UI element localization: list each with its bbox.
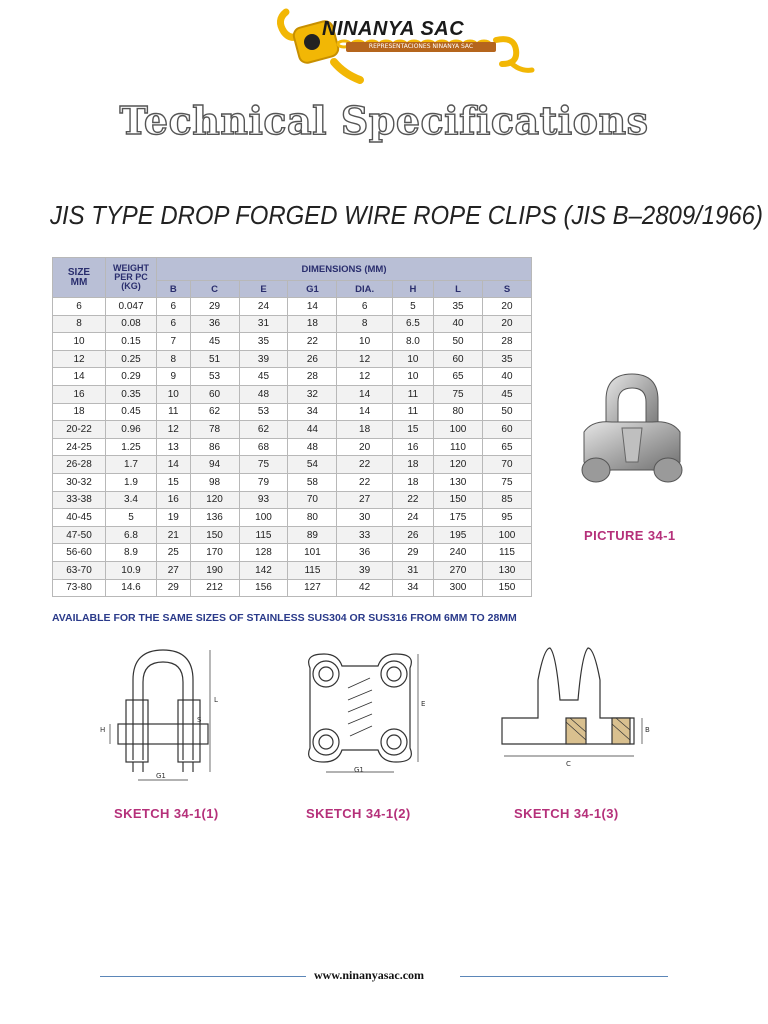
column-header: L [434,281,483,298]
table-row [53,509,532,527]
logo-subtitle: REPRESENTACIONES NINANYA SAC [346,42,496,52]
dimension-cell: 79 [239,473,288,491]
dimension-cell: 16 [157,491,191,509]
dimension-cell: 39 [337,561,392,579]
dimension-cell: 270 [434,561,483,579]
dimension-cell: 45 [190,333,239,351]
column-header: G1 [288,281,337,298]
spec-table [52,257,532,597]
dimension-cell: 127 [288,579,337,597]
dimension-cell: 14 [288,298,337,316]
dimension-cell: 54 [288,456,337,474]
weight-cell: 1.7 [106,456,157,474]
dimension-cell: 53 [239,403,288,421]
dim-label-g1: G1 [156,772,166,780]
weight-cell: 8.9 [106,544,157,562]
table-row [53,579,532,597]
table-row [53,544,532,562]
dimension-cell: 39 [239,350,288,368]
dimension-cell: 78 [190,421,239,439]
dimension-cell: 98 [190,473,239,491]
dimension-cell: 6 [157,315,191,333]
dimension-cell: 110 [434,438,483,456]
weight-cell: 6.8 [106,526,157,544]
weight-cell: 14.6 [106,579,157,597]
dimension-cell: 130 [434,473,483,491]
dimension-cell: 12 [337,368,392,386]
table-header-row [53,258,532,281]
dimension-cell: 136 [190,509,239,527]
footer-rule-left [100,976,306,977]
table-row [53,368,532,386]
dimension-cell: 100 [434,421,483,439]
dimensions-header: DIMENSIONS (MM) [157,258,532,281]
size-cell: 18 [53,403,106,421]
dimension-cell: 68 [239,438,288,456]
size-cell: 24-25 [53,438,106,456]
dimension-cell: 31 [392,561,433,579]
wire-rope-clip-photo [572,370,692,500]
dimension-cell: 10 [392,368,433,386]
dimension-cell: 35 [434,298,483,316]
size-cell: 10 [53,333,106,351]
weight-cell: 0.15 [106,333,157,351]
dimension-cell: 11 [392,403,433,421]
dimension-cell: 34 [288,403,337,421]
dimension-cell: 27 [157,561,191,579]
dimension-cell: 170 [190,544,239,562]
dimension-cell: 12 [337,350,392,368]
dim-label-c: C [566,760,571,768]
dimension-cell: 86 [190,438,239,456]
dimension-cell: 212 [190,579,239,597]
dimension-cell: 33 [337,526,392,544]
dimension-cell: 20 [482,298,531,316]
dimension-cell: 19 [157,509,191,527]
dimension-cell: 32 [288,385,337,403]
weight-header: WEIGHT PER PC (KG) [106,258,157,298]
dimension-cell: 29 [190,298,239,316]
dimension-cell: 70 [482,456,531,474]
dimension-cell: 5 [392,298,433,316]
column-header: DIA. [337,281,392,298]
table-row [53,491,532,509]
table-row [53,438,532,456]
weight-cell: 0.96 [106,421,157,439]
table-row [53,526,532,544]
dimension-cell: 40 [434,315,483,333]
weight-cell: 1.9 [106,473,157,491]
table-row [53,403,532,421]
dimension-cell: 115 [288,561,337,579]
dimension-cell: 100 [239,509,288,527]
dimension-cell: 20 [337,438,392,456]
dimension-cell: 40 [482,368,531,386]
weight-cell: 0.29 [106,368,157,386]
sketch-3-caption: SKETCH 34-1(3) [514,806,619,821]
column-header: C [190,281,239,298]
dimension-cell: 14 [157,456,191,474]
availability-note: AVAILABLE FOR THE SAME SIZES OF STAINLESS SUS304 OR SUS316 FROM 6MM TO 28MM [52,612,517,624]
dim-label-h: H [100,726,106,734]
dimension-cell: 26 [288,350,337,368]
weight-cell: 0.08 [106,315,157,333]
dimension-cell: 22 [337,473,392,491]
size-cell: 12 [53,350,106,368]
picture-caption: PICTURE 34-1 [584,528,676,543]
dimension-cell: 89 [288,526,337,544]
column-header: H [392,281,433,298]
dimension-cell: 80 [288,509,337,527]
dim-label-b: B [645,726,650,734]
sketch-2-caption: SKETCH 34-1(2) [306,806,411,821]
size-header: SIZE MM [53,258,106,298]
column-header: E [239,281,288,298]
table-row [53,298,532,316]
dimension-cell: 95 [482,509,531,527]
dimension-cell: 6.5 [392,315,433,333]
dimension-cell: 115 [239,526,288,544]
dimension-cell: 70 [288,491,337,509]
dimension-cell: 150 [434,491,483,509]
dimension-cell: 11 [392,385,433,403]
size-cell: 73-80 [53,579,106,597]
dimension-cell: 75 [482,473,531,491]
dimension-cell: 75 [434,385,483,403]
size-cell: 40-45 [53,509,106,527]
dimension-cell: 22 [288,333,337,351]
dimension-cell: 26 [392,526,433,544]
dimension-cell: 29 [392,544,433,562]
dimension-cell: 14 [337,385,392,403]
dimension-cell: 18 [392,456,433,474]
size-cell: 26-28 [53,456,106,474]
dimension-cell: 115 [482,544,531,562]
dimension-cell: 24 [392,509,433,527]
size-cell: 20-22 [53,421,106,439]
dimension-cell: 12 [157,421,191,439]
dimension-cell: 15 [157,473,191,491]
weight-cell: 0.25 [106,350,157,368]
table-row [53,561,532,579]
dimension-cell: 130 [482,561,531,579]
size-cell: 14 [53,368,106,386]
sketch-1-caption: SKETCH 34-1(1) [114,806,219,821]
dimension-cell: 29 [157,579,191,597]
dimension-cell: 28 [482,333,531,351]
table-row [53,315,532,333]
dimension-cell: 51 [190,350,239,368]
dim-label-e: E [421,700,426,708]
dimension-cell: 10 [157,385,191,403]
dimension-cell: 45 [239,368,288,386]
dim-label-s: S [197,716,202,724]
dimension-cell: 80 [434,403,483,421]
dimension-cell: 62 [190,403,239,421]
footer-website-link[interactable]: www.ninanyasac.com [314,968,425,982]
size-cell: 30-32 [53,473,106,491]
dimension-cell: 30 [337,509,392,527]
dimension-cell: 65 [482,438,531,456]
size-cell: 8 [53,315,106,333]
dimension-cell: 53 [190,368,239,386]
dimension-cell: 175 [434,509,483,527]
dimension-cell: 85 [482,491,531,509]
sketch-u-bolt [98,640,228,790]
dimension-cell: 35 [239,333,288,351]
dimension-cell: 35 [482,350,531,368]
dimension-cell: 58 [288,473,337,491]
company-logo [274,2,536,88]
dimension-cell: 94 [190,456,239,474]
sketch-saddle-side [494,640,654,790]
dimension-cell: 44 [288,421,337,439]
dimension-cell: 11 [157,403,191,421]
logo-company-name: NINANYA SAC [322,18,465,40]
dimension-cell: 65 [434,368,483,386]
section-heading: JIS TYPE DROP FORGED WIRE ROPE CLIPS (JIS B–2809/1966) [50,200,763,230]
dimension-cell: 195 [434,526,483,544]
size-cell: 47-50 [53,526,106,544]
dimension-cell: 36 [337,544,392,562]
dimension-cell: 101 [288,544,337,562]
table-row [53,350,532,368]
dimension-cell: 24 [239,298,288,316]
page-title: Technical Specifications [119,98,649,143]
table-row [53,333,532,351]
dimension-cell: 7 [157,333,191,351]
dimension-cell: 28 [288,368,337,386]
table-body [53,298,532,597]
footer-rule-right [460,976,668,977]
size-cell: 63-70 [53,561,106,579]
dimension-cell: 60 [434,350,483,368]
weight-cell: 5 [106,509,157,527]
dimension-cell: 8 [157,350,191,368]
dimension-cell: 9 [157,368,191,386]
dimension-cell: 150 [190,526,239,544]
column-header: B [157,281,191,298]
dimension-cell: 42 [337,579,392,597]
dimension-cell: 34 [392,579,433,597]
dimension-cell: 48 [288,438,337,456]
dimension-cell: 8.0 [392,333,433,351]
weight-cell: 0.35 [106,385,157,403]
dimension-cell: 93 [239,491,288,509]
table-row [53,421,532,439]
dimension-cell: 60 [190,385,239,403]
weight-cell: 0.45 [106,403,157,421]
dimension-cell: 27 [337,491,392,509]
size-cell: 6 [53,298,106,316]
dimension-cell: 25 [157,544,191,562]
dimension-cell: 22 [337,456,392,474]
dimension-cell: 128 [239,544,288,562]
size-cell: 56-60 [53,544,106,562]
dimension-cell: 18 [288,315,337,333]
size-cell: 16 [53,385,106,403]
dim-label-l: L [214,696,218,704]
column-header: S [482,281,531,298]
dimension-cell: 10 [392,350,433,368]
size-cell: 33-38 [53,491,106,509]
dimension-cell: 50 [434,333,483,351]
dimension-cell: 6 [157,298,191,316]
dimension-cell: 14 [337,403,392,421]
dimension-cell: 120 [434,456,483,474]
dimension-cell: 300 [434,579,483,597]
weight-cell: 3.4 [106,491,157,509]
weight-cell: 1.25 [106,438,157,456]
dimension-cell: 18 [392,473,433,491]
table-row [53,456,532,474]
dimension-cell: 8 [337,315,392,333]
dimension-cell: 142 [239,561,288,579]
dimension-cell: 75 [239,456,288,474]
dimension-cell: 48 [239,385,288,403]
dimension-cell: 21 [157,526,191,544]
dimension-cell: 16 [392,438,433,456]
dimension-cell: 240 [434,544,483,562]
dimension-cell: 20 [482,315,531,333]
dimension-cell: 15 [392,421,433,439]
dimension-cell: 60 [482,421,531,439]
dimension-cell: 22 [392,491,433,509]
dimension-cell: 45 [482,385,531,403]
sketch-saddle-top [290,648,430,782]
dimension-cell: 120 [190,491,239,509]
dimension-cell: 62 [239,421,288,439]
dimension-cell: 13 [157,438,191,456]
dimension-cell: 190 [190,561,239,579]
weight-cell: 10.9 [106,561,157,579]
dimension-cell: 100 [482,526,531,544]
dimension-cell: 18 [337,421,392,439]
dimension-cell: 31 [239,315,288,333]
dimension-cell: 6 [337,298,392,316]
dimension-cell: 156 [239,579,288,597]
dimension-cell: 10 [337,333,392,351]
dimension-cell: 150 [482,579,531,597]
weight-cell: 0.047 [106,298,157,316]
table-row [53,385,532,403]
table-row [53,473,532,491]
dim-label-g1: G1 [354,766,364,774]
dimension-cell: 50 [482,403,531,421]
dimension-cell: 36 [190,315,239,333]
